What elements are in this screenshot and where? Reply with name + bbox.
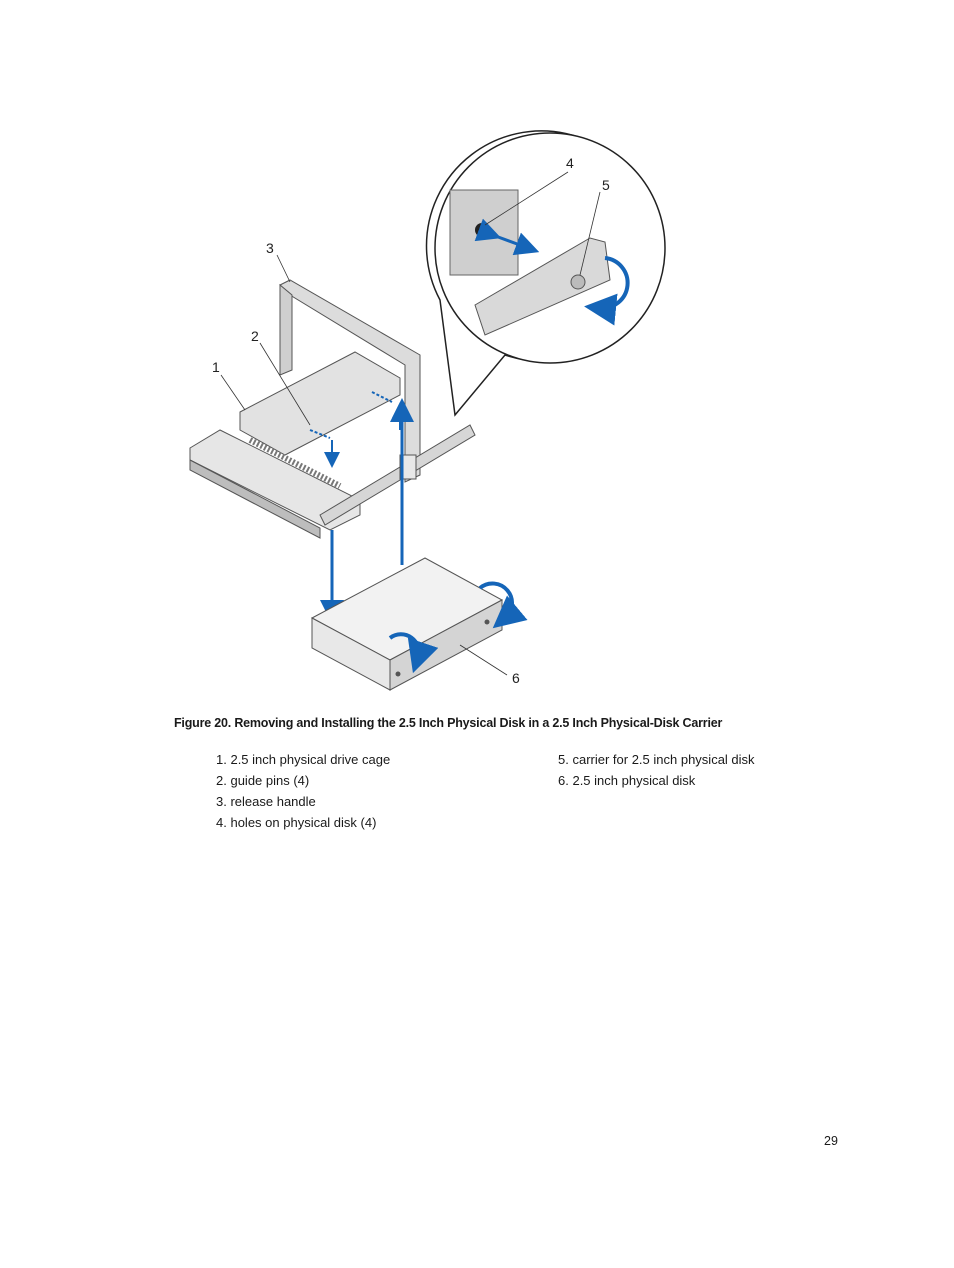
callout-5: 5: [602, 177, 610, 193]
legend-item: 1. 2.5 inch physical drive cage: [216, 752, 391, 767]
legend-item: 6. 2.5 inch physical disk: [558, 773, 696, 788]
legend-item: 5. carrier for 2.5 inch physical disk: [558, 752, 755, 767]
callout-1: 1: [212, 359, 220, 375]
legend-list-right: [558, 749, 755, 791]
legend-item: 2. guide pins (4): [216, 773, 310, 788]
drive-cage-illustration: [190, 280, 475, 538]
callout-3: 3: [266, 240, 274, 256]
legend-item: 3. release handle: [216, 794, 316, 809]
callout-2: 2: [251, 328, 259, 344]
figure-caption: Figure 20. Removing and Installing the 2.5 Inch Physical Disk in a 2.5 Inch Physical-Disk Carrier: [174, 716, 723, 730]
physical-disk-illustration: [312, 558, 512, 690]
legend-item: 4. holes on physical disk (4): [216, 815, 377, 830]
legend-list-left: [216, 749, 390, 833]
callout-6: 6: [512, 670, 520, 686]
page-number: 29: [824, 1134, 838, 1148]
disk-carrier-figure: [150, 130, 710, 700]
callout-4: 4: [566, 155, 574, 171]
detail-magnifier: [427, 131, 665, 415]
